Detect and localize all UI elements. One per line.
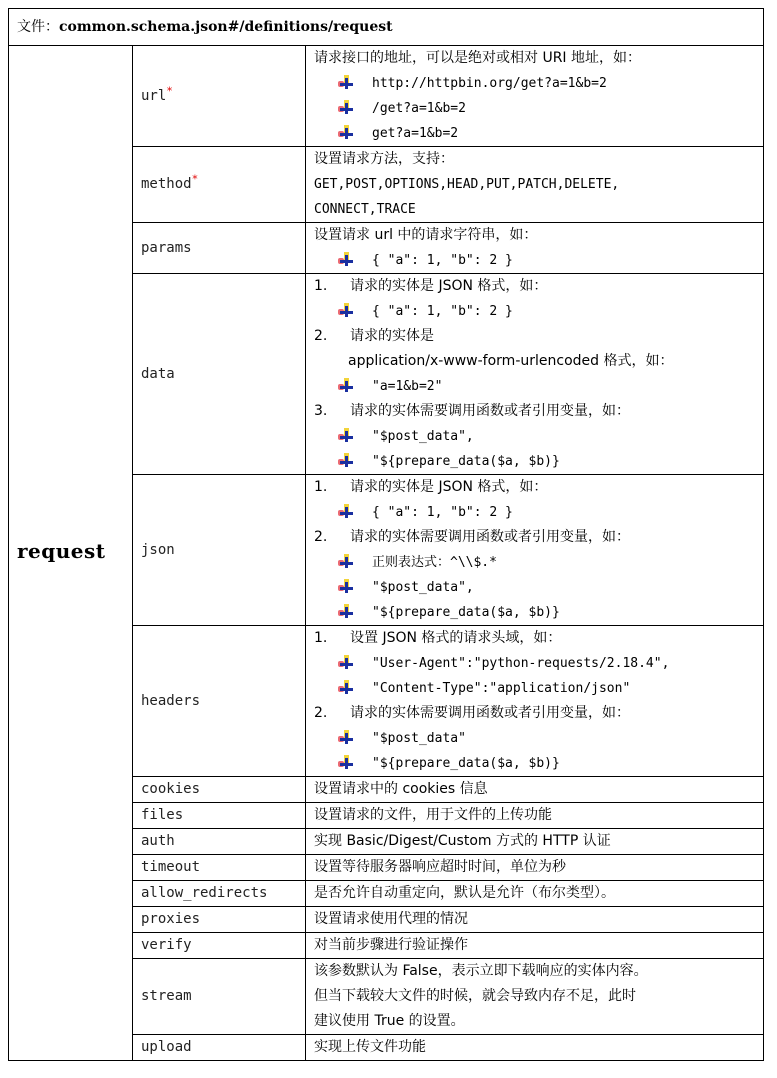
key-data: [133, 274, 306, 475]
key-label: method: [141, 176, 192, 192]
bullet-arrow-icon: [338, 252, 354, 266]
key-proxies: [133, 907, 306, 933]
key-label: url: [141, 87, 167, 104]
bullet-arrow-icon: [338, 75, 354, 89]
key-label: headers: [141, 692, 201, 709]
bullet-text: "$post_data",: [372, 429, 474, 444]
bullet-item: [314, 424, 755, 449]
item-number: 1.: [314, 630, 328, 646]
item-number: 2.: [314, 328, 328, 344]
bullet-text: "$post_data",: [372, 580, 474, 595]
bullet-item: [314, 575, 755, 600]
key-timeout: [133, 855, 306, 881]
key-allow-redirects: [133, 881, 306, 907]
desc-json: [306, 475, 764, 626]
item-number: 1.: [314, 479, 328, 495]
key-auth: [133, 829, 306, 855]
item-number: 2.: [314, 529, 328, 545]
key-cookies: [133, 777, 306, 803]
bullet-arrow-icon: [338, 100, 354, 114]
item-text: 请求的实体是 JSON 格式，如：: [350, 278, 548, 294]
bullet-arrow-icon: [338, 453, 354, 467]
item-text: 请求的实体是: [350, 328, 434, 344]
desc-verify: [306, 933, 764, 959]
desc-timeout: [306, 855, 764, 881]
bullet-item: [314, 374, 755, 399]
numbered-item: [314, 701, 755, 726]
desc-auth: [306, 829, 764, 855]
item-number: 3.: [314, 403, 328, 419]
numbered-item: [314, 475, 755, 500]
bullet-item: [314, 96, 755, 121]
key-url: [133, 46, 306, 147]
bullet-item: [314, 248, 755, 273]
numbered-item: [314, 525, 755, 550]
bullet-item: [314, 299, 755, 324]
required-marker: *: [166, 83, 173, 97]
bullet-text: "Content-Type":"application/json": [372, 681, 631, 696]
bullet-arrow-icon: [338, 730, 354, 744]
desc-text: 对当前步骤进行验证操作: [314, 937, 468, 953]
desc-params: [306, 223, 764, 274]
bullet-item: [314, 676, 755, 701]
bullet-arrow-icon: [338, 680, 354, 694]
bullet-arrow-icon: [338, 428, 354, 442]
key-label: json: [141, 541, 175, 558]
bullet-item: [314, 449, 755, 474]
item-text: 请求的实体是 JSON 格式，如：: [350, 479, 548, 495]
bullet-item: [314, 500, 755, 525]
bullet-text: 正则表达式：^\\$.*: [372, 555, 497, 570]
key-label: timeout: [141, 859, 201, 875]
bullet-arrow-icon: [338, 755, 354, 769]
key-label: proxies: [141, 911, 201, 927]
desc-text: 实现上传文件功能: [314, 1039, 426, 1055]
key-files: [133, 803, 306, 829]
object-name-cell: [9, 46, 133, 1061]
bullet-text: { "a": 1, "b": 2 }: [372, 304, 513, 319]
numbered-item: [314, 274, 755, 299]
file-title-prefix: 文件：: [17, 18, 59, 35]
bullet-item: [314, 600, 755, 625]
bullet-text: { "a": 1, "b": 2 }: [372, 253, 513, 268]
bullet-item: [314, 121, 755, 146]
bullet-arrow-icon: [338, 604, 354, 618]
desc-files: [306, 803, 764, 829]
desc-line: 设置请求方法，支持：: [314, 151, 454, 167]
bullet-item: [314, 71, 755, 96]
desc-line: GET,POST,OPTIONS,HEAD,PUT,PATCH,DELETE,: [314, 177, 620, 192]
table-row-url: [9, 46, 764, 147]
desc-url: [306, 46, 764, 147]
bullet-text: get?a=1&b=2: [372, 126, 459, 141]
numbered-item: [314, 399, 755, 424]
bullet-text: "${prepare_data($a, $b)}: [372, 454, 560, 469]
desc-cookies: [306, 777, 764, 803]
desc-line: CONNECT,TRACE: [314, 202, 416, 217]
key-label: allow_redirects: [141, 885, 268, 901]
key-label: upload: [141, 1039, 192, 1055]
schema-table: [8, 8, 764, 1061]
bullet-text: "$post_data": [372, 731, 466, 746]
key-label: data: [141, 365, 175, 382]
item-text: 请求的实体需要调用函数或者引用变量，如：: [350, 705, 630, 721]
bullet-arrow-icon: [338, 504, 354, 518]
key-label: auth: [141, 833, 175, 849]
key-json: [133, 475, 306, 626]
desc-headers: [306, 626, 764, 777]
bullet-item: [314, 751, 755, 776]
key-upload: [133, 1035, 306, 1061]
desc-stream: [306, 959, 764, 1035]
item-text-continued: application/x-www-form-urlencoded 格式，如：: [348, 353, 674, 369]
item-number: 1.: [314, 278, 328, 294]
numbered-item: [314, 324, 755, 349]
desc-line: 建议使用 True 的设置。: [314, 1013, 465, 1029]
bullet-arrow-icon: [338, 303, 354, 317]
bullet-item: [314, 550, 755, 575]
bullet-text: "${prepare_data($a, $b)}: [372, 756, 560, 771]
key-label: stream: [141, 988, 192, 1004]
key-verify: [133, 933, 306, 959]
desc-text: 设置请求的文件，用于文件的上传功能: [314, 807, 552, 823]
bullet-arrow-icon: [338, 125, 354, 139]
numbered-item: [314, 626, 755, 651]
key-method: [133, 147, 306, 223]
required-marker: *: [191, 172, 199, 186]
key-label: files: [141, 807, 184, 823]
desc-text: 设置等待服务器响应超时时间，单位为秒: [314, 859, 566, 875]
desc-proxies: [306, 907, 764, 933]
key-label: cookies: [141, 781, 201, 797]
desc-text: 设置请求使用代理的情况: [314, 911, 468, 927]
object-name: request: [17, 539, 106, 563]
file-title: [9, 9, 764, 46]
desc-line: 请求接口的地址，可以是绝对或相对 URI 地址，如：: [314, 50, 642, 66]
bullet-item: [314, 651, 755, 676]
key-params: [133, 223, 306, 274]
item-text: 请求的实体需要调用函数或者引用变量，如：: [350, 403, 630, 419]
key-headers: [133, 626, 306, 777]
desc-line: 但当下载较大文件的时候，就会导致内存不足，此时: [314, 988, 636, 1004]
desc-upload: [306, 1035, 764, 1061]
bullet-text: "${prepare_data($a, $b)}: [372, 605, 560, 620]
bullet-item: [314, 726, 755, 751]
bullet-arrow-icon: [338, 655, 354, 669]
key-stream: [133, 959, 306, 1035]
desc-text: 是否允许自动重定向，默认是允许（布尔类型）。: [314, 885, 615, 901]
bullet-text: /get?a=1&b=2: [372, 101, 466, 116]
desc-text: 设置请求中的 cookies 信息: [314, 781, 488, 797]
bullet-arrow-icon: [338, 378, 354, 392]
desc-allow-redirects: [306, 881, 764, 907]
title-row: [9, 9, 764, 46]
desc-line: 该参数默认为 False，表示立即下载响应的实体内容。: [314, 963, 648, 979]
key-label: verify: [141, 937, 192, 953]
bullet-arrow-icon: [338, 579, 354, 593]
file-path: common.schema.json#/definitions/request: [59, 18, 393, 35]
desc-method: [306, 147, 764, 223]
bullet-text: http://httpbin.org/get?a=1&b=2: [372, 76, 607, 91]
desc-line: 设置请求 url 中的请求字符串，如：: [314, 227, 538, 243]
key-label: params: [141, 239, 192, 256]
item-text: 请求的实体需要调用函数或者引用变量，如：: [350, 529, 630, 545]
desc-data: [306, 274, 764, 475]
bullet-text: "a=1&b=2": [372, 379, 443, 394]
bullet-text: { "a": 1, "b": 2 }: [372, 505, 513, 520]
bullet-arrow-icon: [338, 554, 354, 568]
item-text: 设置 JSON 格式的请求头域，如：: [350, 630, 562, 646]
item-number: 2.: [314, 705, 328, 721]
desc-text: 实现 Basic/Digest/Custom 方式的 HTTP 认证: [314, 833, 611, 849]
bullet-text: "User-Agent":"python-requests/2.18.4",: [372, 656, 670, 671]
